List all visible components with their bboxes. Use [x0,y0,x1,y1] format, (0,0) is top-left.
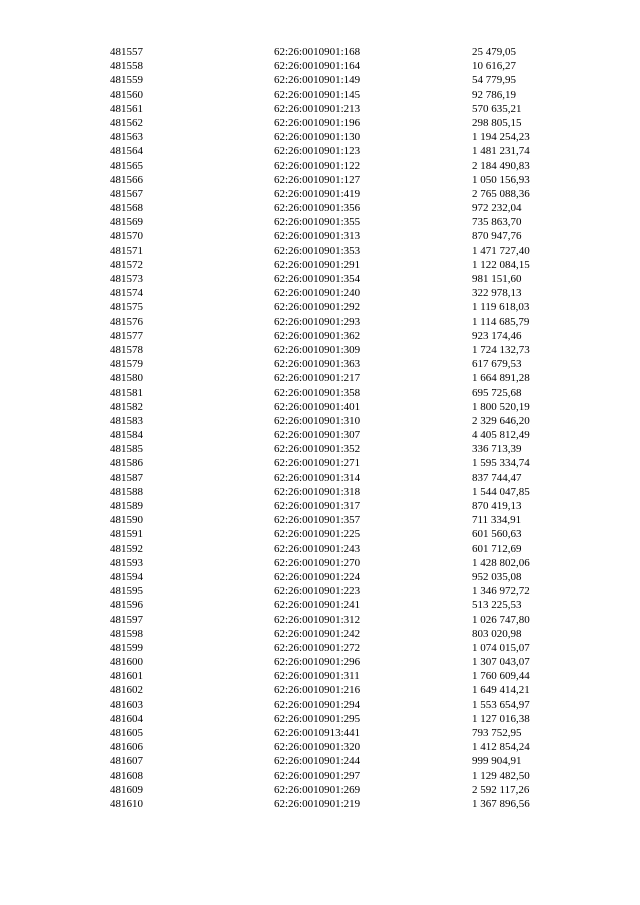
cadastral-number: 62:26:0010901:352 [274,443,361,456]
cadastral-number: 62:26:0010901:312 [274,613,361,626]
table-row [0,442,640,456]
cadastral-number: 62:26:0010901:355 [274,216,361,229]
cadastral-value: 870 947,76 [472,230,522,243]
cadastral-value: 2 329 646,20 [472,414,530,427]
cadastral-number: 62:26:0010901:320 [274,741,361,754]
cadastral-value: 298 805,15 [472,116,522,129]
row-number: 481604 [110,712,143,725]
cadastral-number: 62:26:0010901:219 [274,797,361,810]
table-row [0,371,640,385]
cadastral-number: 62:26:0010901:357 [274,514,361,527]
row-number: 481581 [110,386,143,399]
cadastral-value: 1 649 414,21 [472,684,530,697]
cadastral-number: 62:26:0010901:309 [274,343,361,356]
row-number: 481598 [110,627,143,640]
cadastral-number: 62:26:0010901:272 [274,641,361,654]
cadastral-number: 62:26:0010901:216 [274,684,361,697]
cadastral-value: 1 553 654,97 [472,698,530,711]
row-number: 481594 [110,570,143,583]
cadastral-number: 62:26:0010901:291 [274,258,361,271]
cadastral-number: 62:26:0010901:419 [274,187,361,200]
row-number: 481602 [110,684,143,697]
cadastral-number: 62:26:0010901:217 [274,372,361,385]
cadastral-value: 870 419,13 [472,500,522,512]
row-number: 481593 [110,556,143,569]
row-number: 481597 [110,613,143,626]
cadastral-number: 62:26:0010901:356 [274,202,361,215]
cadastral-value: 1 367 896,56 [472,797,530,810]
table-row [0,88,640,102]
row-number: 481580 [110,372,143,385]
cadastral-number: 62:26:0010901:292 [274,301,361,314]
table-row [0,229,640,243]
cadastral-value: 617 679,53 [472,358,522,371]
cadastral-number: 62:26:0010901:225 [274,528,361,541]
table-row [0,173,640,187]
row-number: 481564 [110,145,143,158]
table-row [0,769,640,783]
row-number: 481595 [110,585,143,598]
row-number: 481565 [110,159,143,172]
cadastral-value: 4 405 812,49 [472,429,530,442]
table-row [0,698,640,712]
cadastral-value: 735 863,70 [472,216,522,229]
cadastral-value: 952 035,08 [472,570,522,583]
cadastral-value: 1 026 747,80 [472,613,530,626]
cadastral-number: 62:26:0010901:145 [274,88,361,101]
table-row [0,159,640,173]
table-row [0,797,640,811]
cadastral-number: 62:26:0010901:164 [274,60,361,73]
row-number: 481592 [110,542,143,555]
cadastral-value: 711 334,91 [472,514,522,527]
cadastral-value: 1 724 132,73 [472,343,530,356]
cadastral-number: 62:26:0010901:130 [274,131,361,144]
cadastral-value: 570 635,21 [472,102,522,115]
table-row [0,627,640,641]
cadastral-number: 62:26:0010901:223 [274,585,361,598]
cadastral-value: 601 712,69 [472,542,522,555]
table-row [0,542,640,556]
row-number: 481568 [110,202,143,215]
cadastral-value: 1 074 015,07 [472,641,530,654]
cadastral-number: 62:26:0010901:127 [274,173,361,186]
cadastral-number: 62:26:0010901:294 [274,698,361,711]
cadastral-value: 999 904,91 [472,755,522,768]
cadastral-value: 601 560,63 [472,528,522,541]
cadastral-number: 62:26:0010901:241 [274,599,361,612]
cadastral-value: 2 765 088,36 [472,187,530,200]
table-row [0,485,640,499]
table-row [0,116,640,130]
row-number: 481561 [110,102,143,115]
cadastral-number: 62:26:0010901:224 [274,570,361,583]
table-row [0,244,640,258]
cadastral-value: 695 725,68 [472,386,522,399]
cadastral-value: 1 544 047,85 [472,485,530,498]
row-number: 481569 [110,216,143,229]
row-number: 481558 [110,60,143,73]
table-row [0,343,640,357]
cadastral-number: 62:26:0010901:122 [274,159,361,172]
table-row [0,400,640,414]
cadastral-value: 923 174,46 [472,329,522,342]
table-row [0,641,640,655]
row-number: 481587 [110,471,143,484]
row-number: 481583 [110,414,143,427]
table-row [0,272,640,286]
cadastral-number: 62:26:0010901:196 [274,116,361,129]
cadastral-number: 62:26:0010901:362 [274,329,361,342]
row-number: 481577 [110,329,143,342]
row-number: 481589 [110,500,143,512]
row-number: 481575 [110,301,143,314]
row-number: 481596 [110,599,143,612]
cadastral-value: 1 346 972,72 [472,585,530,598]
cadastral-value: 1 127 016,38 [472,712,530,725]
table-row [0,655,640,669]
table-row [0,471,640,485]
row-number: 481609 [110,783,143,796]
cadastral-number: 62:26:0010901:168 [274,46,361,58]
cadastral-value: 1 307 043,07 [472,656,530,669]
table-row [0,187,640,201]
cadastral-value: 1 122 084,15 [472,258,530,271]
table-row [0,499,640,513]
table-row [0,556,640,570]
cadastral-number: 62:26:0010901:295 [274,712,361,725]
table-row [0,59,640,73]
cadastral-number: 62:26:0010901:271 [274,457,361,470]
cadastral-number: 62:26:0010901:313 [274,230,361,243]
cadastral-value: 793 752,95 [472,727,522,739]
row-number: 481572 [110,258,143,271]
cadastral-value: 1 119 618,03 [472,301,530,314]
row-number: 481559 [110,74,143,87]
cadastral-value: 1 664 891,28 [472,372,530,385]
cadastral-value: 10 616,27 [472,60,516,73]
cadastral-value: 1 050 156,93 [472,173,530,186]
table-row [0,683,640,697]
cadastral-value: 2 592 117,26 [472,783,530,796]
table-row [0,73,640,87]
cadastral-number: 62:26:0010901:310 [274,414,361,427]
table-row [0,513,640,527]
row-number: 481591 [110,528,143,541]
table-row [0,726,640,740]
cadastral-value: 1 129 482,50 [472,769,530,782]
cadastral-number: 62:26:0010901:311 [274,670,360,683]
table-row [0,258,640,272]
cadastral-number: 62:26:0010901:314 [274,471,361,484]
cadastral-value: 1 595 334,74 [472,457,530,470]
cadastral-value: 1 412 854,24 [472,741,530,754]
row-number: 481599 [110,641,143,654]
cadastral-number: 62:26:0010901:358 [274,386,361,399]
cadastral-value: 322 978,13 [472,287,522,300]
table-row [0,357,640,371]
row-number: 481586 [110,457,143,470]
cadastral-number: 62:26:0010901:243 [274,542,361,555]
cadastral-value: 981 151,60 [472,273,522,285]
row-number: 481579 [110,358,143,371]
table-row [0,329,640,343]
table-row [0,584,640,598]
cadastral-value: 1 760 609,44 [472,670,530,683]
row-number: 481576 [110,315,143,328]
cadastral-value: 972 232,04 [472,202,522,215]
row-number: 481608 [110,769,143,782]
table-row [0,598,640,612]
row-number: 481566 [110,173,143,186]
table-row [0,783,640,797]
table-row [0,712,640,726]
cadastral-number: 62:26:0010901:363 [274,358,361,371]
cadastral-value: 803 020,98 [472,627,522,640]
row-number: 481610 [110,797,143,810]
table-row [0,130,640,144]
cadastral-number: 62:26:0010901:213 [274,102,361,115]
table-row [0,613,640,627]
row-number: 481567 [110,187,143,200]
row-number: 481573 [110,273,143,285]
cadastral-number: 62:26:0010913:441 [274,727,361,739]
cadastral-number: 62:26:0010901:269 [274,783,361,796]
table-row [0,144,640,158]
row-number: 481578 [110,343,143,356]
cadastral-value: 513 225,53 [472,599,522,612]
cadastral-value: 92 786,19 [472,88,516,101]
cadastral-value: 1 194 254,23 [472,131,530,144]
cadastral-value: 2 184 490,83 [472,159,530,172]
table-row [0,45,640,59]
cadastral-value: 837 744,47 [472,471,522,484]
table-row [0,456,640,470]
row-number: 481571 [110,244,143,257]
table-row [0,286,640,300]
row-number: 481574 [110,287,143,300]
row-number: 481600 [110,656,143,669]
cadastral-number: 62:26:0010901:296 [274,656,361,669]
cadastral-number: 62:26:0010901:307 [274,429,361,442]
cadastral-value: 1 800 520,19 [472,400,530,413]
table-row [0,740,640,754]
row-number: 481570 [110,230,143,243]
row-number: 481562 [110,116,143,129]
table-row [0,215,640,229]
cadastral-number: 62:26:0010901:293 [274,315,361,328]
row-number: 481563 [110,131,143,144]
row-number: 481606 [110,741,143,754]
row-number: 481582 [110,400,143,413]
cadastral-number: 62:26:0010901:318 [274,485,361,498]
cadastral-value: 1 114 685,79 [472,315,530,328]
cadastral-number: 62:26:0010901:270 [274,556,361,569]
cadastral-number: 62:26:0010901:297 [274,769,361,782]
table-row [0,669,640,683]
table-row [0,428,640,442]
cadastral-number: 62:26:0010901:242 [274,627,361,640]
cadastral-number: 62:26:0010901:354 [274,273,361,285]
cadastral-number: 62:26:0010901:149 [274,74,361,87]
table-row [0,386,640,400]
row-number: 481605 [110,727,143,739]
table-row [0,527,640,541]
row-number: 481590 [110,514,143,527]
row-number: 481585 [110,443,143,456]
row-number: 481584 [110,429,143,442]
table-row [0,570,640,584]
table-row [0,754,640,768]
row-number: 481557 [110,46,143,58]
table-row [0,300,640,314]
table-row [0,102,640,116]
table-row [0,315,640,329]
cadastral-value: 336 713,39 [472,443,522,456]
row-number: 481560 [110,88,143,101]
cadastral-value: 1 471 727,40 [472,244,530,257]
row-number: 481588 [110,485,143,498]
row-number: 481601 [110,670,143,683]
row-number: 481607 [110,755,143,768]
cadastral-number: 62:26:0010901:240 [274,287,361,300]
row-number: 481603 [110,698,143,711]
cadastral-value: 1 428 802,06 [472,556,530,569]
table-row [0,201,640,215]
cadastral-number: 62:26:0010901:244 [274,755,361,768]
cadastral-number: 62:26:0010901:401 [274,400,361,413]
cadastral-number: 62:26:0010901:123 [274,145,361,158]
document-table [0,45,640,811]
cadastral-value: 25 479,05 [472,46,516,58]
cadastral-value: 1 481 231,74 [472,145,530,158]
cadastral-number: 62:26:0010901:317 [274,500,361,512]
cadastral-value: 54 779,95 [472,74,516,87]
table-row [0,414,640,428]
cadastral-number: 62:26:0010901:353 [274,244,361,257]
